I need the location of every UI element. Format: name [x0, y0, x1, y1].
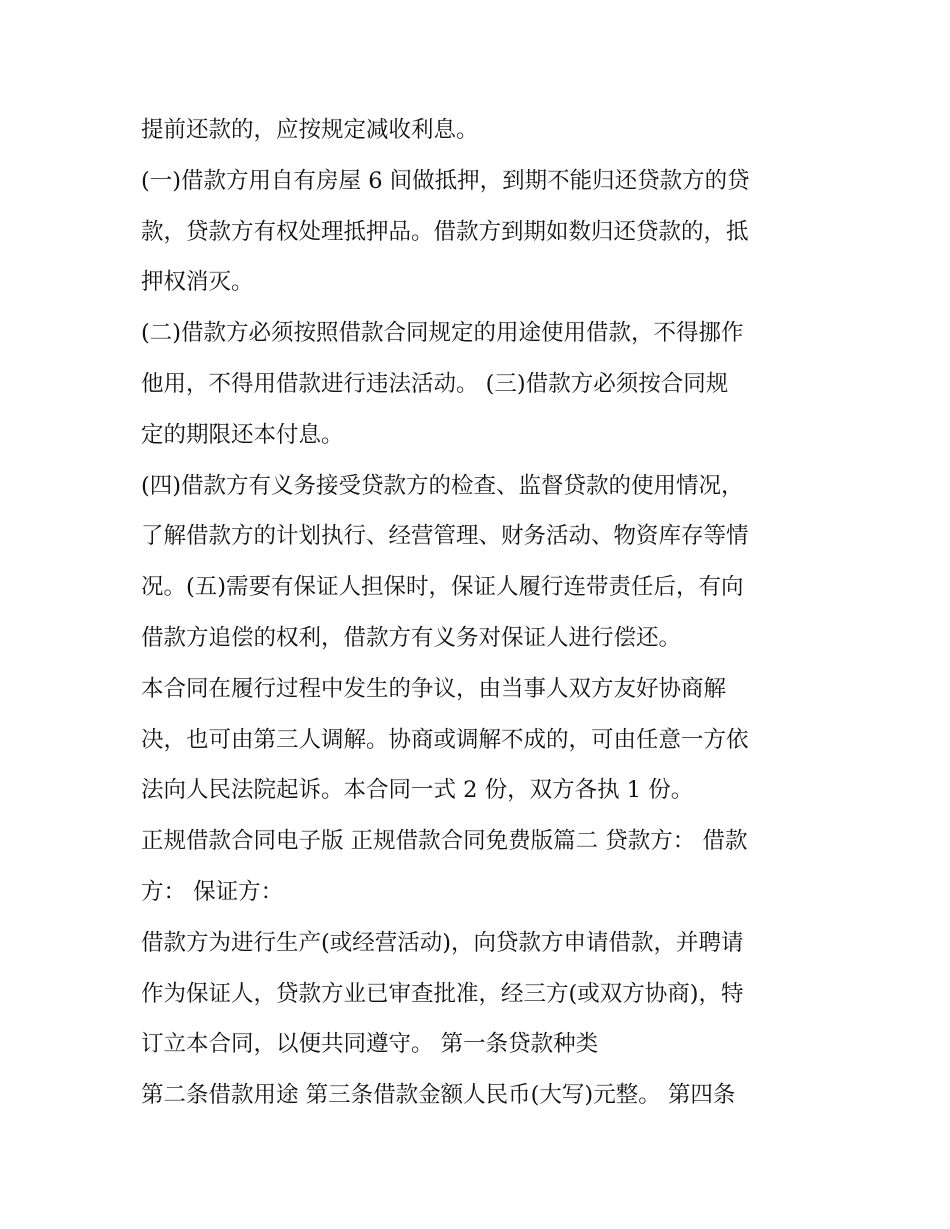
text-line: 第二条借款用途 第三条借款金额人民币(大写)元整。 第四条 [141, 1082, 736, 1109]
document-body [141, 105, 821, 1121]
text-line: 了解借款方的计划执行、经营管理、财务活动、物资库存等情 [141, 523, 749, 550]
text-line: 提前还款的，应按规定减收利息。 [141, 117, 479, 143]
text-line: (一)借款方用自有房屋 6 间做抵押，到期不能归还贷款方的贷 [141, 167, 750, 194]
text-line: 款，贷款方有权处理抵押品。借款方到期如数归还贷款的，抵 [141, 218, 749, 245]
text-line: 决，也可由第三人调解。协商或调解不成的，可由任意一方依 [141, 726, 749, 753]
text-line: (二)借款方必须按照借款合同规定的用途使用借款，不得挪作 [141, 320, 744, 347]
text-line: 押权消灭。 [141, 269, 254, 296]
text-line: 作为保证人，贷款方业已审查批准，经三方(或双方协商)，特 [141, 980, 744, 1007]
text-line: 订立本合同，以便共同遵守。 第一条贷款种类 [141, 1031, 599, 1058]
text-line: (四)借款方有义务接受贷款方的检查、监督贷款的使用情况， [141, 472, 744, 499]
text-line: 定的期限还本付息。 [141, 421, 344, 448]
text-line: 他用，不得用借款进行违法活动。 (三)借款方必须按合同规 [141, 370, 729, 397]
text-line: 法向人民法院起诉。本合同一式 2 份，双方各执 1 份。 [141, 777, 694, 804]
text-line: 借款方为进行生产(或经营活动)，向贷款方申请借款，并聘请 [141, 929, 744, 956]
text-line: 借款方追偿的权利，借款方有义务对保证人进行偿还。 [141, 624, 682, 651]
text-line: 况。(五)需要有保证人担保时，保证人履行连带责任后，有向 [141, 574, 744, 601]
text-line: 本合同在履行过程中发生的争议，由当事人双方友好协商解 [141, 675, 727, 702]
text-line: 正规借款合同电子版 正规借款合同免费版篇二 贷款方： 借款 [141, 828, 748, 855]
text-line: 方： 保证方： [141, 878, 284, 905]
